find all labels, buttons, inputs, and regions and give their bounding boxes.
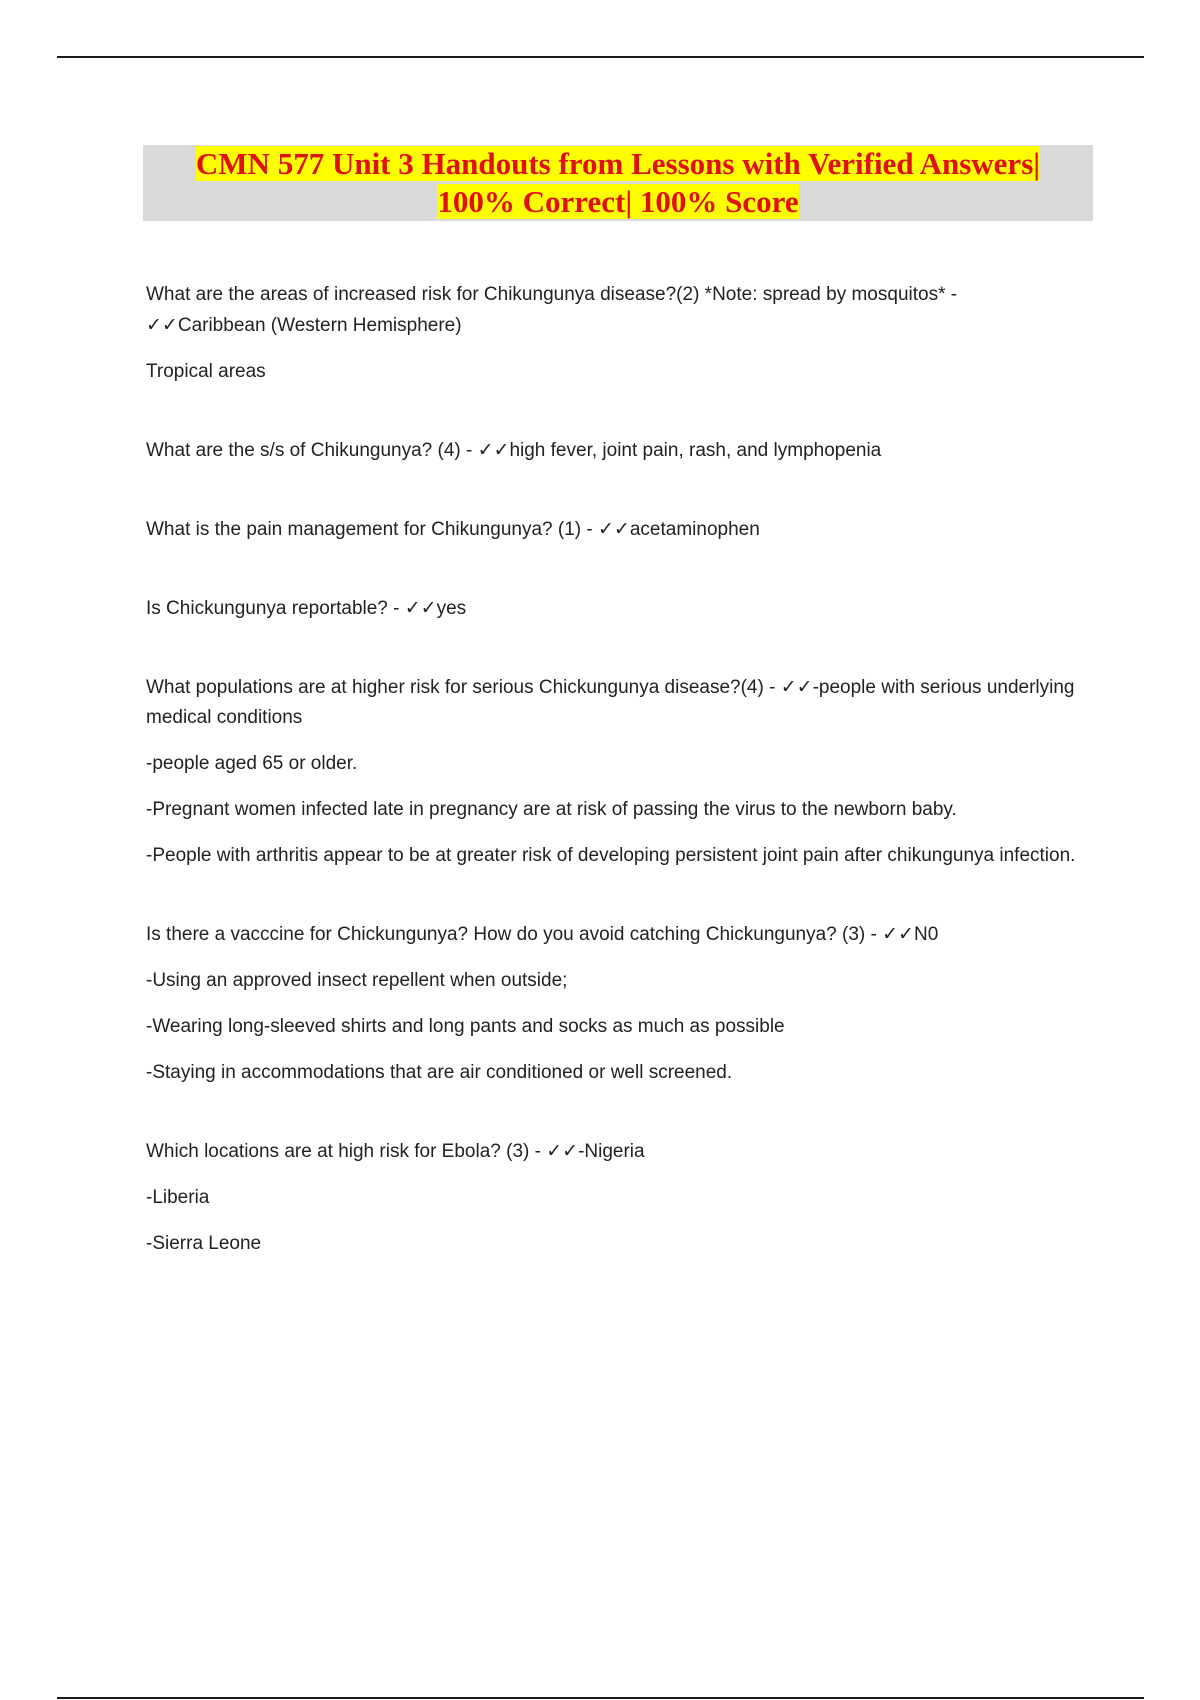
answer: yes [436,598,467,619]
title-line-1: CMN 577 Unit 3 Handouts from Lessons with Verified Answers| [195,146,1041,181]
answer-line: -Using an approved insect repellent when outside; [146,970,568,991]
check-icon: ✓✓ [404,597,437,619]
qa-item-7 [146,1136,1076,1167]
answer: -people with serious underlying medical conditions [146,677,1075,728]
answer: N0 [913,924,939,945]
question: What populations are at higher risk for serious Chickungunya disease?(4) - [146,677,781,698]
answer-line: -People with arthritis appear to be at greater risk of developing persistent joint pain after chikungunya infection. [146,845,1076,866]
check-icon: ✓✓ [546,1140,579,1162]
check-icon: ✓✓ [146,314,178,336]
answer: -Nigeria [578,1141,645,1162]
question: Is there a vacccine for Chickungunya? How do you avoid catching Chickungunya? (3) - [146,924,883,945]
check-icon: ✓✓ [780,676,813,698]
check-icon: ✓✓ [882,923,914,945]
qa-item-1 [146,280,1076,341]
answer-line: -Pregnant women infected late in pregnancy are at risk of passing the virus to the newborn baby. [146,799,957,820]
question: What are the s/s of Chikungunya? (4) - [146,440,478,461]
answer-line: -Staying in accommodations that are air conditioned or well screened. [146,1062,733,1083]
qa-item-4 [146,593,1076,624]
answer: high fever, joint pain, rash, and lymphopenia [509,440,882,461]
document-body [146,280,1076,1275]
title-line-2: 100% Correct| 100% Score [437,184,799,219]
qa-item-3 [146,514,1076,545]
question: Is Chickungunya reportable? - [146,598,405,619]
qa-item-2 [146,435,1076,466]
check-icon: ✓✓ [598,518,630,540]
check-icon: ✓✓ [477,439,510,461]
answer: Caribbean (Western Hemisphere) [177,315,462,336]
top-rule [57,56,1144,58]
bottom-rule [57,1697,1144,1699]
question: Which locations are at high risk for Ebola? (3) - [146,1141,547,1162]
qa-item-5 [146,672,1076,733]
answer-line: Tropical areas [146,361,266,382]
question: What is the pain management for Chikungunya? (1) - [146,519,599,540]
document-title [143,145,1093,221]
qa-item-6 [146,919,1076,950]
question: What are the areas of increased risk for Chikungunya disease?(2) *Note: spread by mosquitos* - [146,284,958,305]
answer-line: -Wearing long-sleeved shirts and long pants and socks as much as possible [146,1016,785,1037]
answer-line: -Liberia [146,1187,210,1208]
answer-line: -people aged 65 or older. [146,753,358,774]
answer-line: -Sierra Leone [146,1233,262,1254]
answer: acetaminophen [629,519,760,540]
